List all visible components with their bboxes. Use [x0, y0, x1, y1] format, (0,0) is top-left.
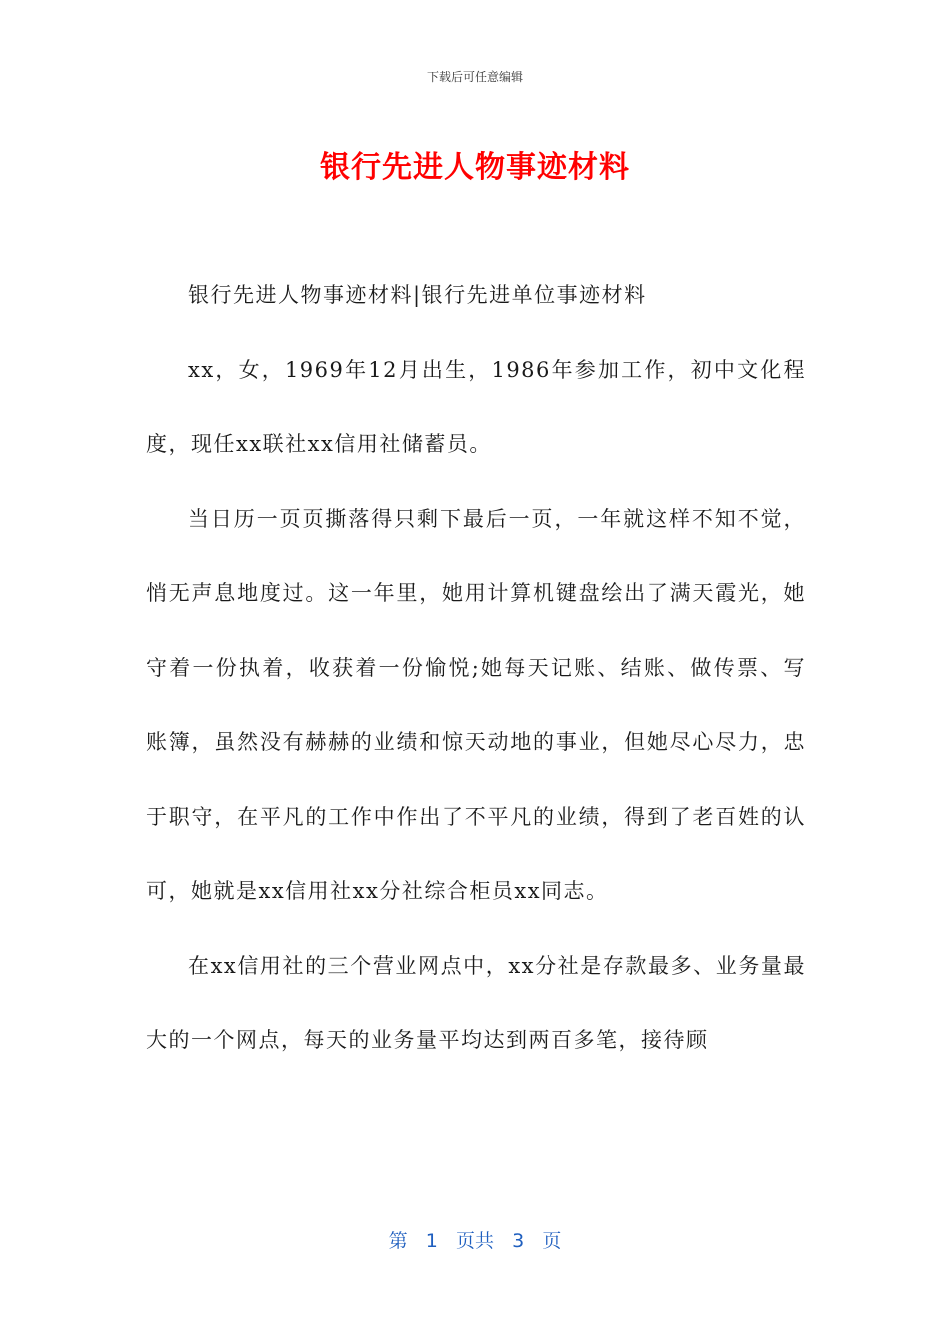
document-title: 银行先进人物事迹材料 [320, 150, 630, 185]
paragraph-profile: xx，女，1969年12月出生，1986年参加工作，初中文化程度，现任xx联社xx信用社储蓄员。 [146, 357, 806, 456]
document-body [146, 258, 806, 1078]
footer-total-pages: 3 [512, 1230, 525, 1252]
header-note: 下载后可任意编辑 [426, 70, 523, 84]
paragraph-intro: 当日历一页页撕落得只剩下最后一页，一年就这样不知不觉，悄无声息地度过。这一年里，她用计算机键盘绘出了满天霞光，她守着一份执着，收获着一份愉悦;她每天记账、结账、做传票、写账簿，虽然没有赫赫的业绩和惊天动地的事业，但她尽心尽力，忠于职守，在平凡的工作中作出了不平凡的业绩，得到了老百姓的认可，她就是xx信用社xx分社综合柜员xx同志。 [146, 506, 806, 903]
footer-prefix: 第 [388, 1230, 408, 1252]
paragraph-subtitle: 银行先进人物事迹材料|银行先进单位事迹材料 [188, 283, 647, 307]
footer-current-page: 1 [425, 1230, 438, 1252]
footer-suffix: 页 [542, 1230, 562, 1252]
page-footer [0, 1226, 950, 1253]
paragraph-branch: 在xx信用社的三个营业网点中，xx分社是存款最多、业务量最大的一个网点，每天的业务量平均达到两百多笔，接待顾 [146, 953, 806, 1052]
footer-middle: 页共 [455, 1230, 494, 1252]
